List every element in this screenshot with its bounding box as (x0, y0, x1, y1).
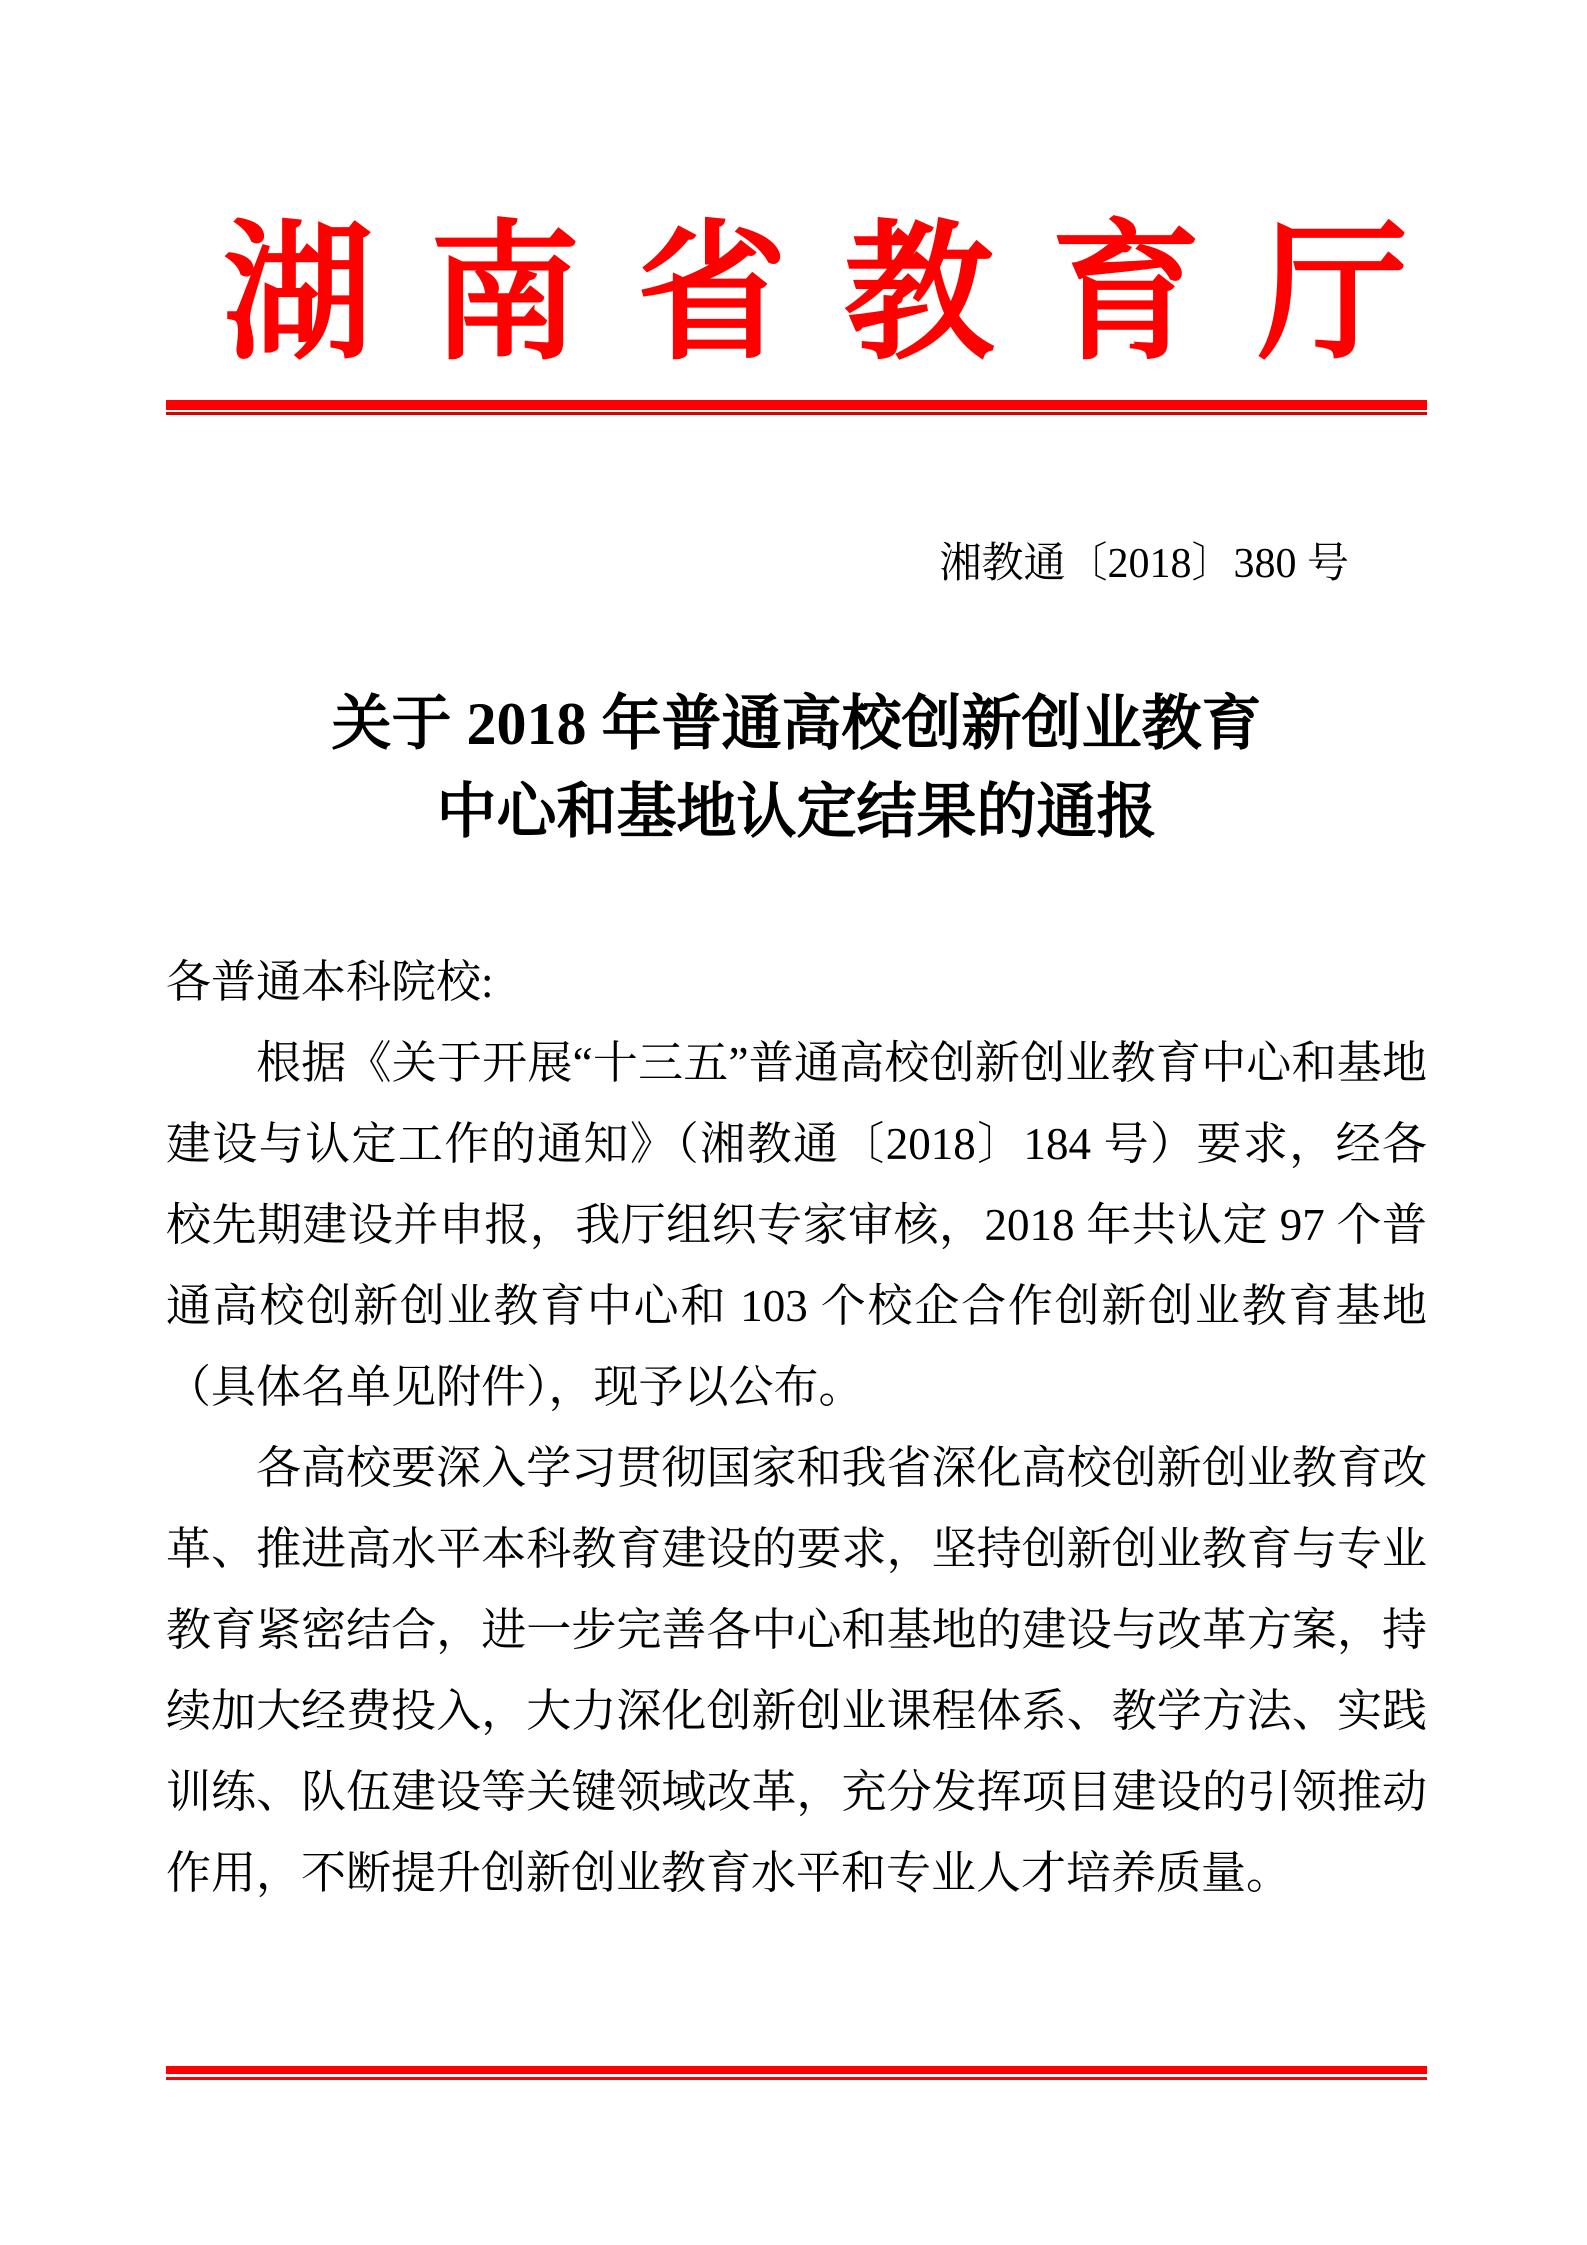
document-title-line-2: 中心和基地认定结果的通报 (436, 779, 1157, 845)
footer-separator-rule (166, 2066, 1427, 2080)
agency-masthead: 湖南省教育厅 (223, 212, 1466, 378)
document-body (166, 942, 1427, 1914)
salutation: 各普通本科院校: (166, 957, 494, 1007)
document-title (166, 680, 1427, 856)
document-title-line-1: 关于 2018 年普通高校创新创业教育 (331, 691, 1262, 757)
rule-thick-band (166, 2066, 1427, 2074)
rule-thick-band (166, 400, 1427, 410)
rule-thin-line (166, 2077, 1427, 2080)
body-paragraph: 根据《关于开展“十三五”普通高校创新创业教育中心和基地建设与认定工作的通知》（湘教通〔2018〕184 号）要求，经各校先期建设并申报，我厅组织专家审核，2018 年共认定 97 个普通高校创新创业教育中心和 103 个校企合作创新创业教育基地（具体名单见附件），现予以公布。 (166, 1038, 1427, 1412)
document-number: 湘教通〔2018〕380 号 (939, 541, 1349, 587)
rule-thin-line (166, 412, 1427, 415)
header-separator-rule (166, 400, 1427, 415)
body-paragraph: 各高校要深入学习贯彻国家和我省深化高校创新创业教育改革、推进高水平本科教育建设的要求，坚持创新创业教育与专业教育紧密结合，进一步完善各中心和基地的建设与改革方案，持续加大经费投入，大力深化创新创业课程体系、教学方法、实践训练、队伍建设等关键领域改革，充分发挥项目建设的引领推动作用，不断提升创新创业教育水平和专业人才培养质量。 (166, 1443, 1427, 1898)
